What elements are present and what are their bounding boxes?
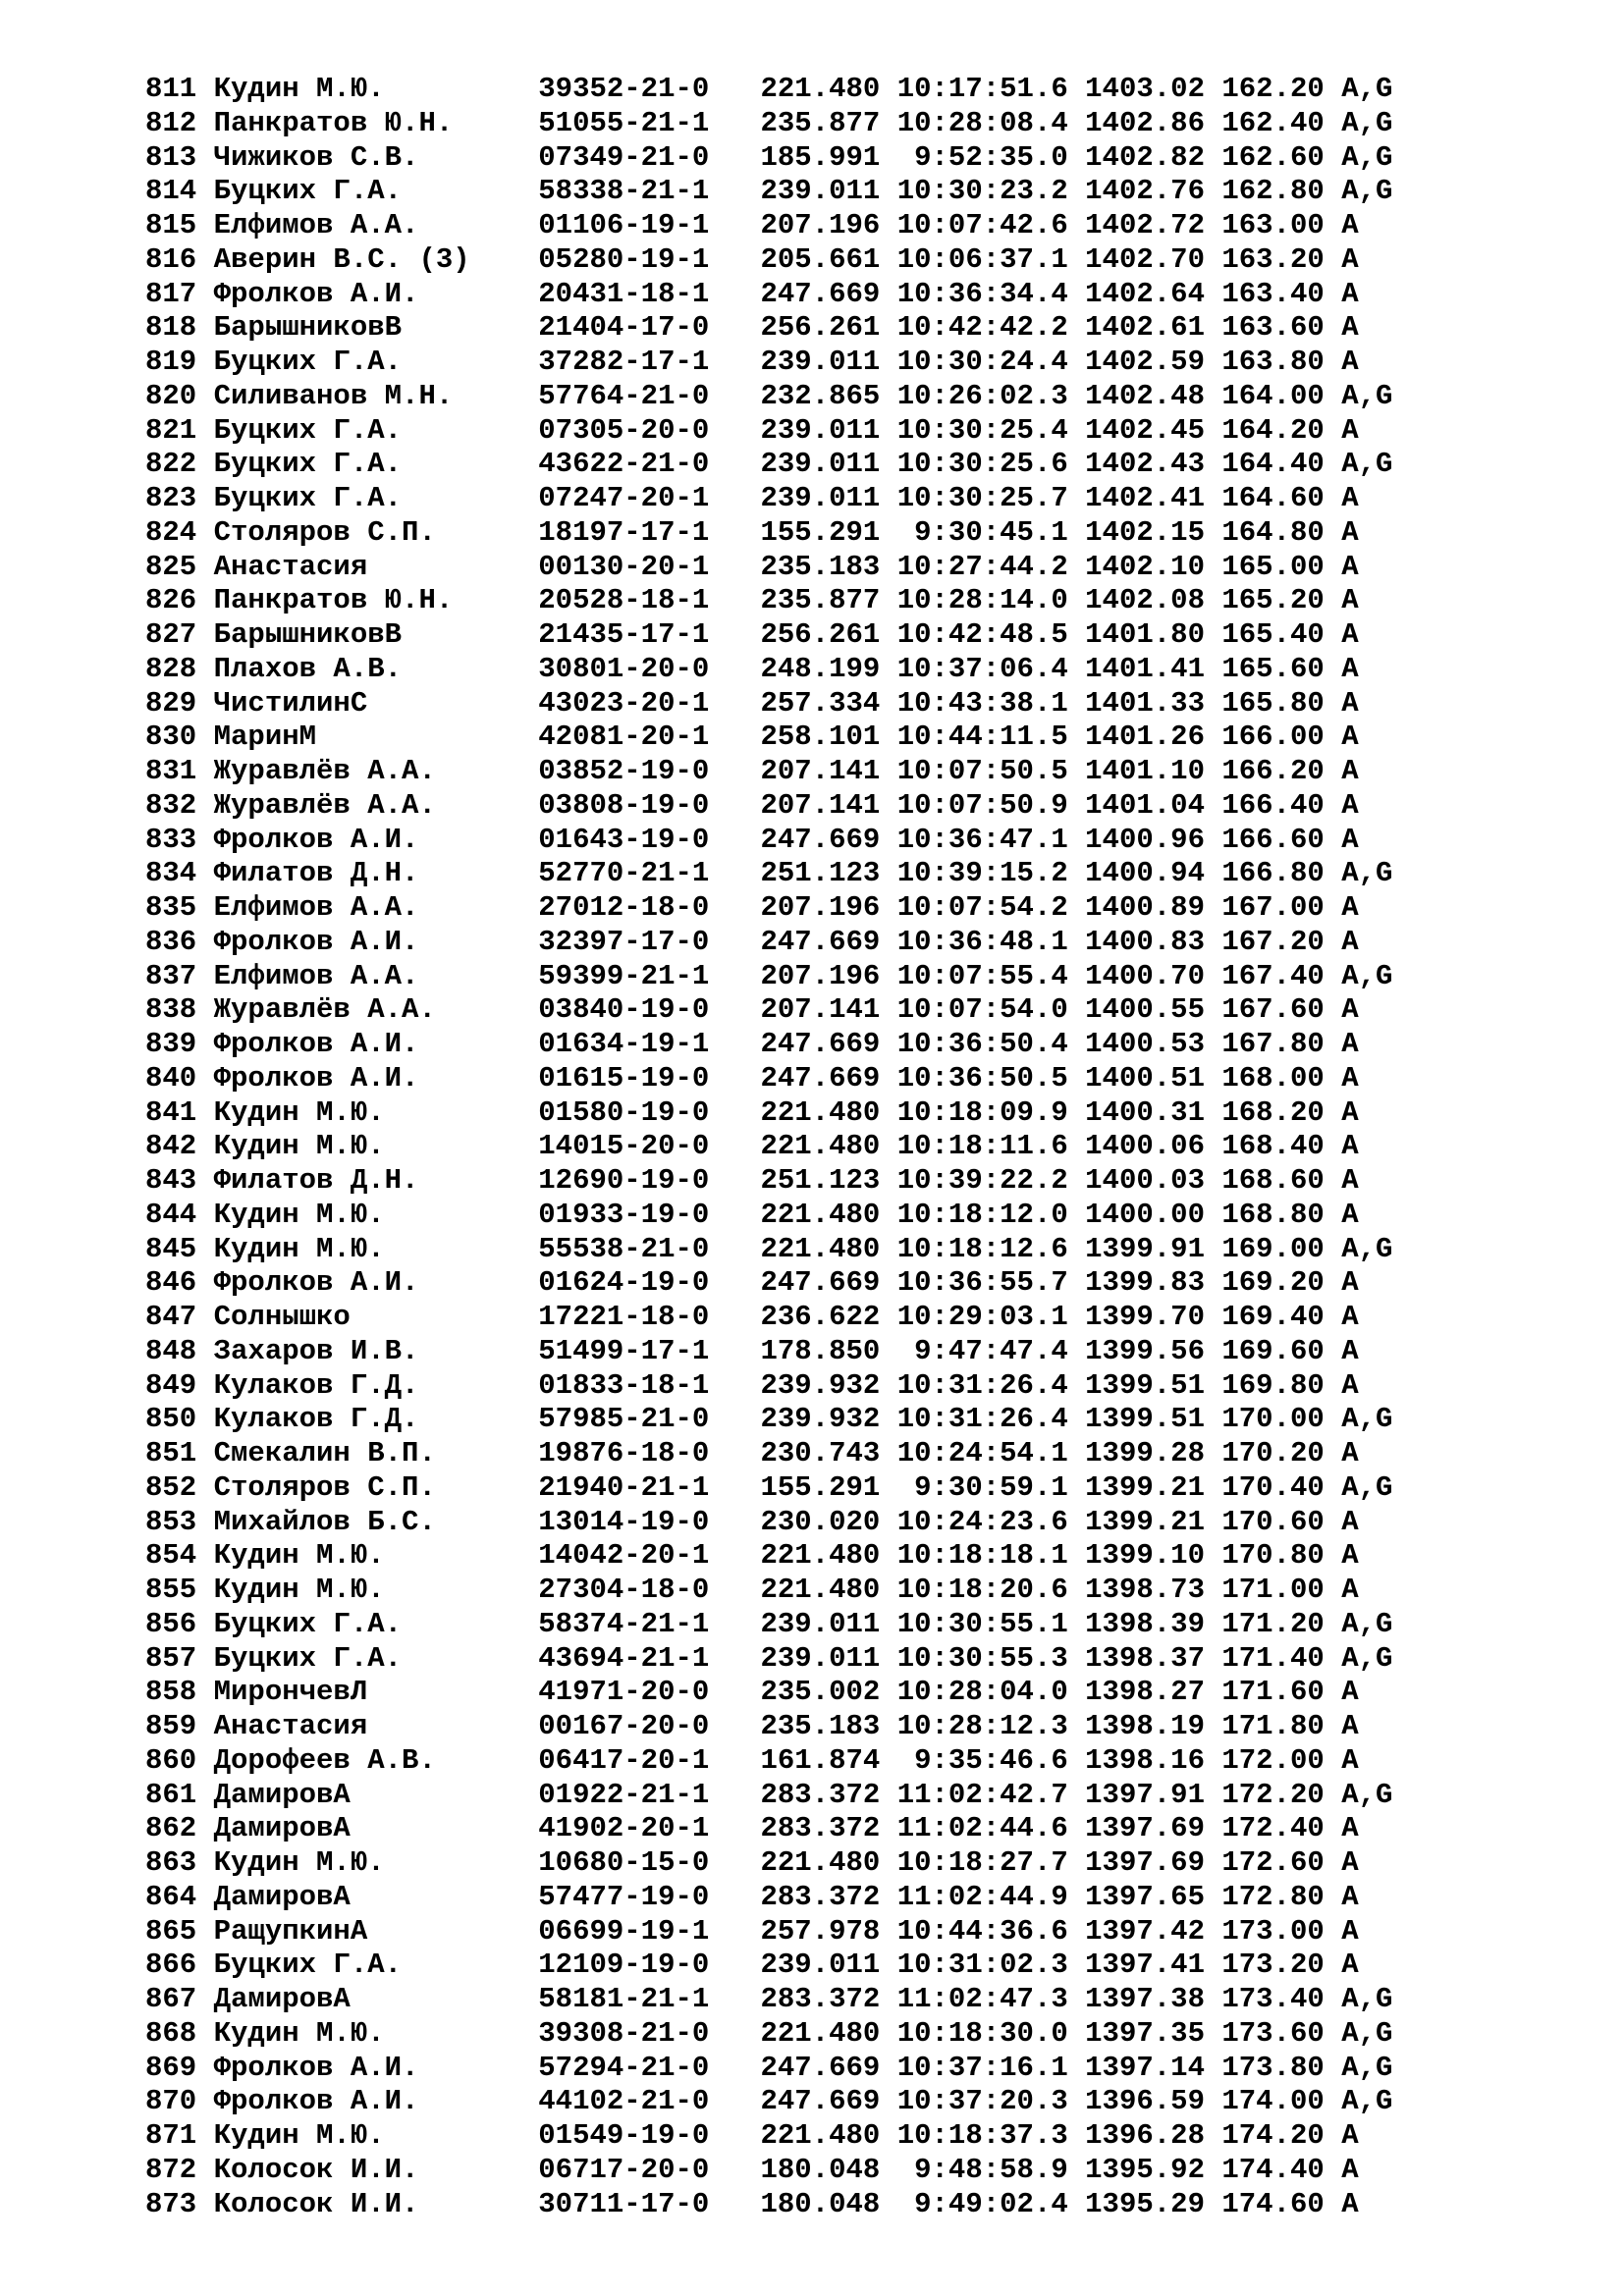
table-row: 825 Анастасия 00130-20-1 235.183 10:27:44.2 1402.10 165.00 A [145, 550, 1359, 583]
table-row: 821 Буцких Г.А. 07305-20-0 239.011 10:30:25.4 1402.45 164.20 A [145, 413, 1359, 447]
table-row: 843 Филатов Д.Н. 12690-19-0 251.123 10:39:22.2 1400.03 168.60 A [145, 1164, 1359, 1197]
table-row: 855 Кудин М.Ю. 27304-18-0 221.480 10:18:20.6 1398.73 171.00 A [145, 1574, 1359, 1606]
table-row: 823 Буцких Г.А. 07247-20-1 239.011 10:30:25.7 1402.41 164.60 A [145, 482, 1359, 514]
table-row: 850 Кулаков Г.Д. 57985-21-0 239.932 10:31:26.4 1399.51 170.00 A,G [145, 1403, 1393, 1436]
table-row: 838 Журавлёв А.А. 03840-19-0 207.141 10:07:54.0 1400.55 167.60 A [145, 993, 1359, 1027]
table-row: 844 Кудин М.Ю. 01933-19-0 221.480 10:18:12.0 1400.00 168.80 A [145, 1198, 1359, 1231]
table-row: 837 Елфимов А.А. 59399-21-1 207.196 10:07:55.4 1400.70 167.40 A,G [145, 959, 1393, 992]
table-row: 860 Дорофеев А.В. 06417-20-1 161.874 9:35:46.6 1398.16 172.00 A [145, 1743, 1359, 1777]
table-row: 840 Фролков А.И. 01615-19-0 247.669 10:36:50.5 1400.51 168.00 A [145, 1061, 1359, 1095]
table-row: 833 Фролков А.И. 01643-19-0 247.669 10:36:47.1 1400.96 166.60 A [145, 823, 1359, 856]
table-row: 820 Силиванов М.Н. 57764-21-0 232.865 10:26:02.3 1402.48 164.00 A,G [145, 379, 1393, 412]
table-row: 815 Елфимов А.А. 01106-19-1 207.196 10:07:42.6 1402.72 163.00 A [145, 209, 1359, 241]
table-row: 861 ДамировА 01922-21-1 283.372 11:02:42.7 1397.91 172.20 A,G [145, 1778, 1393, 1811]
table-row: 828 Плахов А.В. 30801-20-0 248.199 10:37:06.4 1401.41 165.60 A [145, 652, 1359, 685]
table-row: 873 Колосок И.И. 30711-17-0 180.048 9:49:02.4 1395.29 174.60 A [145, 2187, 1359, 2220]
table-row: 839 Фролков А.И. 01634-19-1 247.669 10:36:50.4 1400.53 167.80 A [145, 1028, 1359, 1060]
table-row: 847 Солнышко 17221-18-0 236.622 10:29:03.1 1399.70 169.40 A [145, 1301, 1359, 1333]
table-row: 841 Кудин М.Ю. 01580-19-0 221.480 10:18:09.9 1400.31 168.20 A [145, 1095, 1359, 1129]
table-row: 842 Кудин М.Ю. 14015-20-0 221.480 10:18:11.6 1400.06 168.40 A [145, 1130, 1359, 1163]
table-row: 812 Панкратов Ю.Н. 51055-21-1 235.877 10:28:08.4 1402.86 162.40 A,G [145, 106, 1393, 139]
table-row: 834 Филатов Д.Н. 52770-21-1 251.123 10:39:15.2 1400.94 166.80 A,G [145, 857, 1393, 890]
table-row: 848 Захаров И.В. 51499-17-1 178.850 9:47:47.4 1399.56 169.60 A [145, 1334, 1359, 1367]
table-row: 829 ЧистилинС 43023-20-1 257.334 10:43:38.1 1401.33 165.80 A [145, 686, 1359, 720]
table-row: 853 Михайлов Б.С. 13014-19-0 230.020 10:24:23.6 1399.21 170.60 A [145, 1505, 1359, 1538]
table-row: 827 БарышниковВ 21435-17-1 256.261 10:42:48.5 1401.80 165.40 A [145, 618, 1359, 651]
table-row: 811 Кудин М.Ю. 39352-21-0 221.480 10:17:51.6 1403.02 162.20 A,G [145, 73, 1393, 105]
table-row: 864 ДамировА 57477-19-0 283.372 11:02:44.9 1397.65 172.80 A [145, 1880, 1359, 1913]
table-row: 849 Кулаков Г.Д. 01833-18-1 239.932 10:31:26.4 1399.51 169.80 A [145, 1368, 1359, 1402]
table-row: 832 Журавлёв А.А. 03808-19-0 207.141 10:07:50.9 1401.04 166.40 A [145, 788, 1359, 822]
table-row: 872 Колосок И.И. 06717-20-0 180.048 9:48:58.9 1395.92 174.40 A [145, 2153, 1359, 2186]
table-row: 826 Панкратов Ю.Н. 20528-18-1 235.877 10:28:14.0 1402.08 165.20 A [145, 584, 1359, 617]
table-row: 836 Фролков А.И. 32397-17-0 247.669 10:36:48.1 1400.83 167.20 A [145, 925, 1359, 958]
table-row: 835 Елфимов А.А. 27012-18-0 207.196 10:07:54.2 1400.89 167.00 A [145, 891, 1359, 924]
table-row: 814 Буцких Г.А. 58338-21-1 239.011 10:30:23.2 1402.76 162.80 A,G [145, 175, 1393, 208]
table-row: 819 Буцких Г.А. 37282-17-1 239.011 10:30:24.4 1402.59 163.80 A [145, 346, 1359, 378]
table-row: 871 Кудин М.Ю. 01549-19-0 221.480 10:18:37.3 1396.28 174.20 A [145, 2119, 1359, 2152]
table-row: 857 Буцких Г.А. 43694-21-1 239.011 10:30:55.3 1398.37 171.40 A,G [145, 1641, 1393, 1675]
table-row: 868 Кудин М.Ю. 39308-21-0 221.480 10:18:30.0 1397.35 173.60 A,G [145, 2016, 1393, 2050]
table-row: 845 Кудин М.Ю. 55538-21-0 221.480 10:18:12.6 1399.91 169.00 A,G [145, 1232, 1393, 1265]
table-row: 830 МаринМ 42081-20-1 258.101 10:44:11.5 1401.26 166.00 A [145, 721, 1359, 754]
table-row: 867 ДамировА 58181-21-1 283.372 11:02:47.3 1397.38 173.40 A,G [145, 1983, 1393, 2015]
table-row: 866 Буцких Г.А. 12109-19-0 239.011 10:31:02.3 1397.41 173.20 A [145, 1949, 1359, 1982]
table-row: 870 Фролков А.И. 44102-21-0 247.669 10:37:20.3 1396.59 174.00 A,G [145, 2085, 1393, 2118]
table-row: 869 Фролков А.И. 57294-21-0 247.669 10:37:16.1 1397.14 173.80 A,G [145, 2051, 1393, 2084]
table-row: 862 ДамировА 41902-20-1 283.372 11:02:44.6 1397.69 172.40 A [145, 1812, 1359, 1845]
table-row: 816 Аверин В.С. (3) 05280-19-1 205.661 10:06:37.1 1402.70 163.20 A [145, 242, 1359, 276]
table-row: 846 Фролков А.И. 01624-19-0 247.669 10:36:55.7 1399.83 169.20 A [145, 1266, 1359, 1300]
table-row: 858 МирончевЛ 41971-20-0 235.002 10:28:04.0 1398.27 171.60 A [145, 1676, 1359, 1709]
table-row: 851 Смекалин В.П. 19876-18-0 230.743 10:24:54.1 1399.28 170.20 A [145, 1437, 1359, 1469]
table-row: 831 Журавлёв А.А. 03852-19-0 207.141 10:07:50.5 1401.10 166.20 A [145, 755, 1359, 787]
table-row: 824 Столяров С.П. 18197-17-1 155.291 9:30:45.1 1402.15 164.80 A [145, 515, 1359, 549]
table-row: 854 Кудин М.Ю. 14042-20-1 221.480 10:18:18.1 1399.10 170.80 A [145, 1539, 1359, 1573]
results-table [145, 73, 1540, 2221]
table-row: 813 Чижиков С.В. 07349-21-0 185.991 9:52:35.0 1402.82 162.60 A,G [145, 140, 1393, 174]
table-row: 865 РащупкинА 06699-19-1 257.978 10:44:36.6 1397.42 173.00 A [145, 1914, 1359, 1948]
table-row: 856 Буцких Г.А. 58374-21-1 239.011 10:30:55.1 1398.39 171.20 A,G [145, 1607, 1393, 1640]
table-row: 863 Кудин М.Ю. 10680-15-0 221.480 10:18:27.7 1397.69 172.60 A [145, 1846, 1359, 1879]
table-row: 818 БарышниковВ 21404-17-0 256.261 10:42:42.2 1402.61 163.60 A [145, 311, 1359, 345]
table-row: 822 Буцких Г.А. 43622-21-0 239.011 10:30:25.6 1402.43 164.40 A,G [145, 448, 1393, 481]
table-row: 859 Анастасия 00167-20-0 235.183 10:28:12.3 1398.19 171.80 A [145, 1710, 1359, 1742]
table-row: 852 Столяров С.П. 21940-21-1 155.291 9:30:59.1 1399.21 170.40 A,G [145, 1470, 1393, 1504]
table-row: 817 Фролков А.И. 20431-18-1 247.669 10:36:34.4 1402.64 163.40 A [145, 277, 1359, 310]
